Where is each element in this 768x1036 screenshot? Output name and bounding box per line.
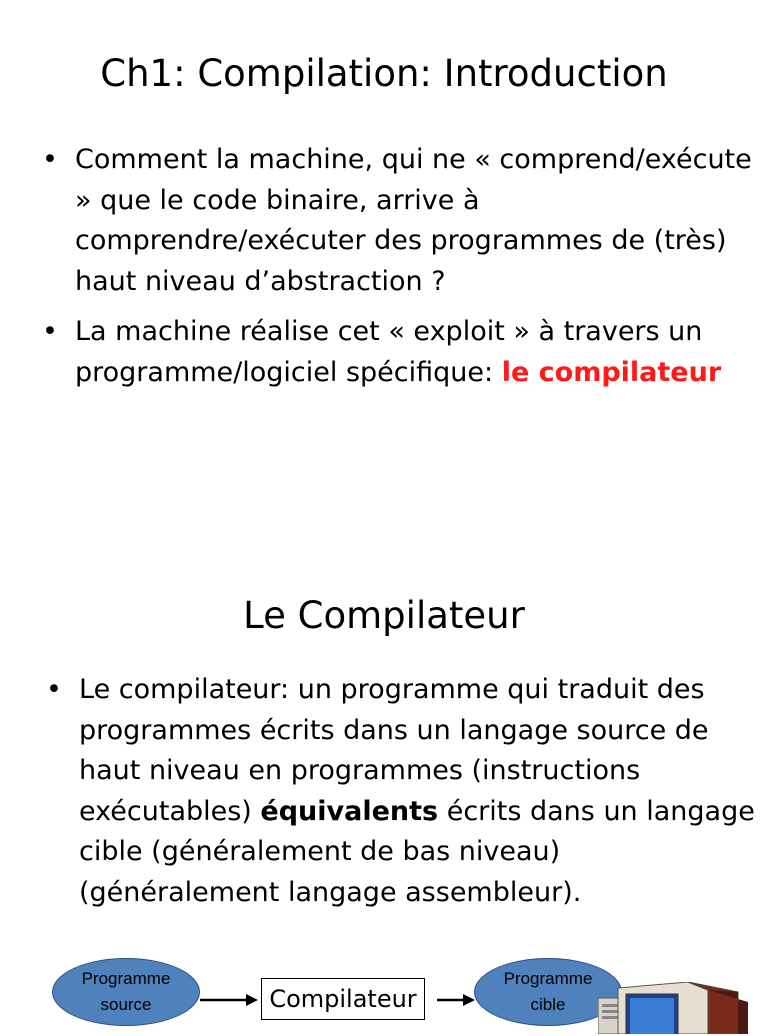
highlight-compilateur: le compilateur <box>501 356 722 388</box>
bullet-item <box>44 670 764 913</box>
target-label-line1: Programme <box>503 969 593 988</box>
source-label-line2: source <box>100 995 152 1014</box>
source-label-line1: Programme <box>81 969 171 988</box>
bullet-text: La machine réalise cet « exploit » à travers un programme/logiciel spécifique: <box>75 316 703 388</box>
computer-icon <box>598 982 748 1034</box>
bullet-dot-icon: • <box>42 316 58 347</box>
bullet-text-after: écrits dans un langage cible (généralement de bas niveau) (généralement langage assembleur). <box>79 795 755 908</box>
arrow-icon <box>200 992 260 1008</box>
bullet-text: Le compilateur: un programme qui traduit des programmes écrits dans un langage source de haut niveau en programmes (instructions exécutables) <box>79 674 709 827</box>
slide-title: Le Compilateur <box>243 594 525 637</box>
bullet-list <box>44 670 764 923</box>
bold-equivalents: équivalents <box>260 795 439 827</box>
bullet-item <box>40 312 760 393</box>
bullet-text: Comment la machine, qui ne « comprend/exécute » que le code binaire, arrive à comprendre/exécuter des programmes de (très) haut niveau d’abstraction ? <box>75 144 752 297</box>
source-program-ellipse <box>52 958 200 1026</box>
bullet-dot-icon: • <box>46 674 62 705</box>
compiler-label: Compilateur <box>269 985 417 1013</box>
slide-intro <box>0 0 768 512</box>
compiler-box <box>261 978 425 1020</box>
bullet-list <box>40 140 760 403</box>
bullet-dot-icon: • <box>42 144 58 175</box>
arrow-icon <box>437 992 477 1008</box>
slide-compilateur <box>0 512 768 1024</box>
slide-title: Ch1: Compilation: Introduction <box>100 52 668 95</box>
bullet-item <box>40 140 760 302</box>
compilation-diagram <box>0 952 768 1036</box>
target-label-line2: cible <box>530 995 566 1014</box>
